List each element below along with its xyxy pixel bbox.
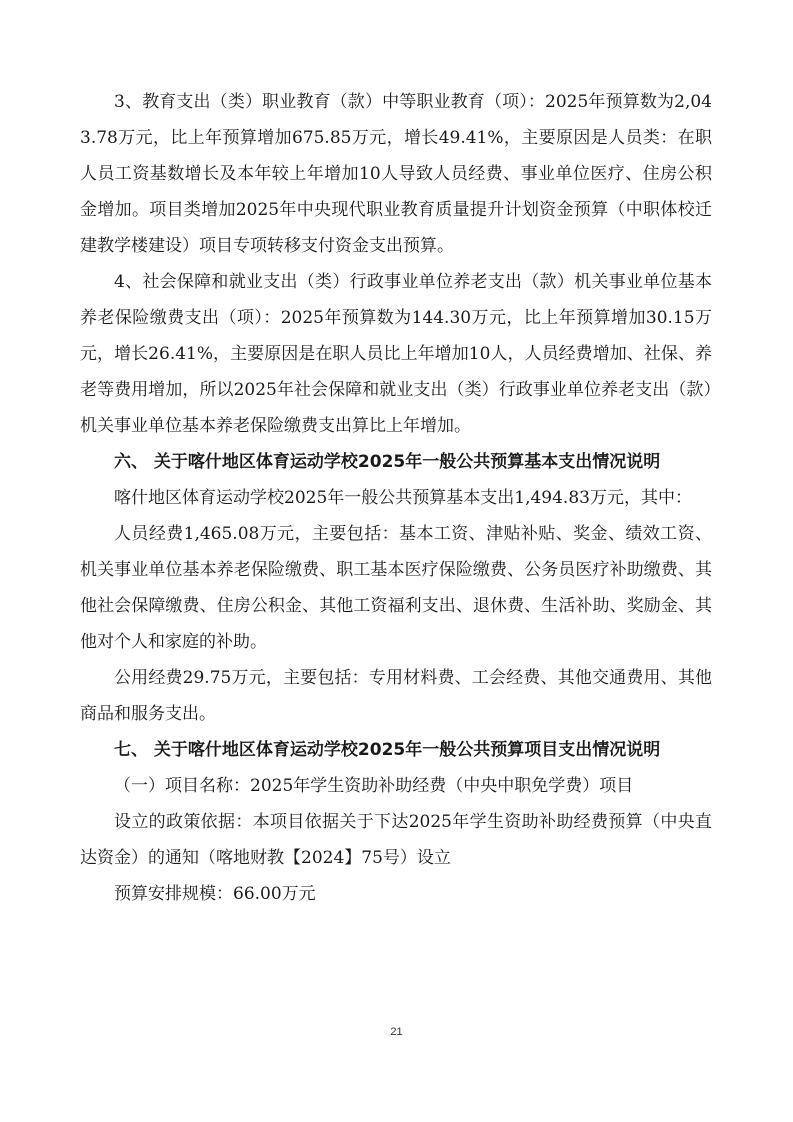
page-number: 21 <box>390 1026 403 1038</box>
document-body <box>80 84 712 912</box>
paragraph-public-funds: 公用经费29.75万元，主要包括：专用材料费、工会经费、其他交通费用、其他商品和服务支出。 <box>80 668 712 724</box>
paragraph-budget-scale: 预算安排规模：66.00万元 <box>114 884 316 904</box>
paragraph-personnel-funds: 人员经费1,465.08万元，主要包括：基本工资、津贴补贴、奖金、绩效工资、机关事业单位基本养老保险缴费、职工基本医疗保险缴费、公务员医疗补助缴费、其他社会保障缴费、住房公积金、其他工资福利支出、退休费、生活补助、奖励金、其他对个人和家庭的补助。 <box>80 524 712 652</box>
paragraph-education-expenditure: 3、教育支出（类）职业教育（款）中等职业教育（项）：2025年预算数为2,043.78万元，比上年预算增加675.85万元，增长49.41%，主要原因是人员类：在职人员工资基数增长及本年较上年增加10人导致人员经费、事业单位医疗、住房公积金增加。项目类增加2025年中央现代职业教育质量提升计划资金预算（中职体校迁建教学楼建设）项目专项转移支付资金支出预算。 <box>80 92 712 256</box>
paragraph-policy-basis: 设立的政策依据：本项目依据关于下达2025年学生资助补助经费预算（中央直达资金）的通知（喀地财教【2024】75号）设立 <box>80 812 712 868</box>
paragraph-social-security-expenditure: 4、社会保障和就业支出（类）行政事业单位养老支出（款）机关事业单位基本养老保险缴费支出（项）：2025年预算数为144.30万元，比上年预算增加30.15万元，增长26.41%，主要原因是在职人员比上年增加10人，人员经费增加、社保、养老等费用增加，所以2025年社会保障和就业支出（类）行政事业单位养老支出（款）机关事业单位基本养老保险缴费支出算比上年增加。 <box>80 272 712 436</box>
paragraph-basic-expenditure-total: 喀什地区体育运动学校2025年一般公共预算基本支出1,494.83万元，其中： <box>114 488 692 508</box>
paragraph-project-name: （一）项目名称：2025年学生资助补助经费（中央中职免学费）项目 <box>114 776 634 796</box>
section-heading-project-expenditure: 七、 关于喀什地区体育运动学校2025年一般公共预算项目支出情况说明 <box>114 740 661 760</box>
section-heading-basic-expenditure: 六、 关于喀什地区体育运动学校2025年一般公共预算基本支出情况说明 <box>114 452 661 472</box>
